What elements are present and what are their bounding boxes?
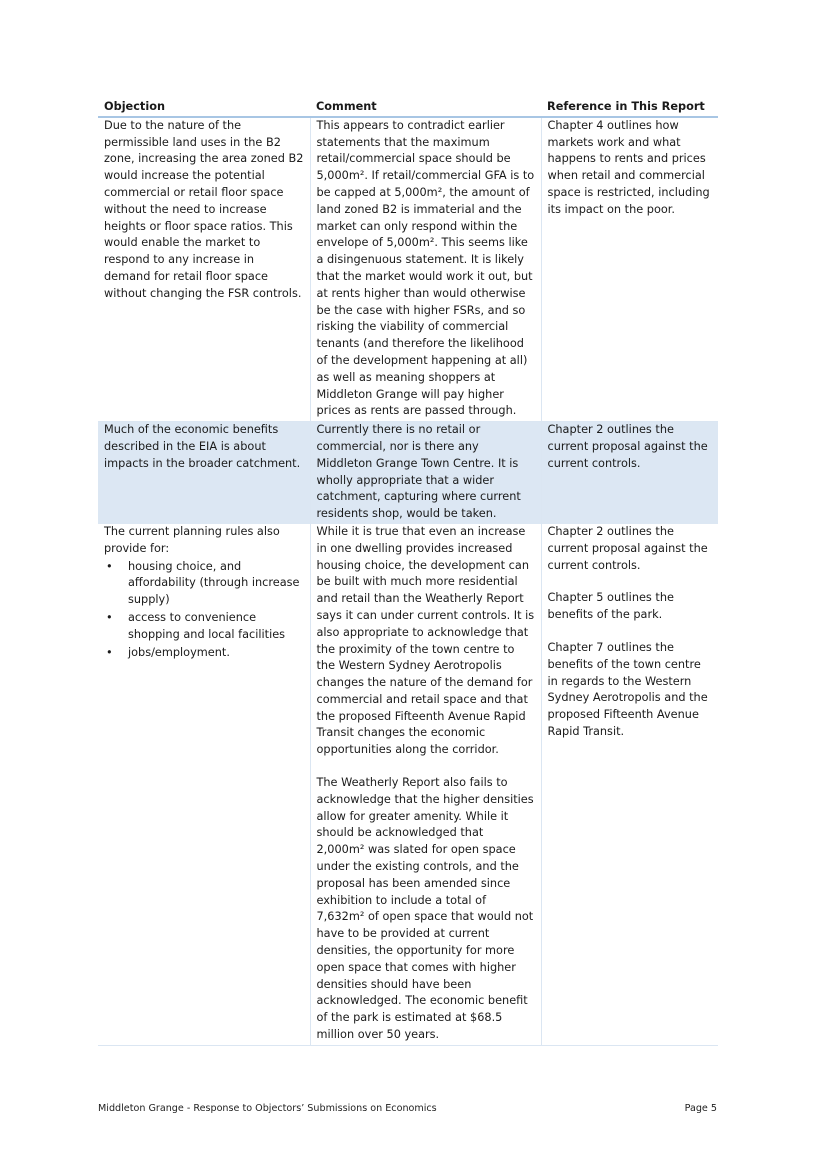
header-reference: Reference in This Report — [541, 98, 718, 117]
reference-paragraph: Chapter 7 outlines the benefits of the town centre in regards to the Western Sydney Aerotropolis and the proposed Fifteenth Avenue Rapid Transit. — [547, 640, 708, 738]
footer-page-number: Page 5 — [684, 1103, 717, 1114]
reference-cell: Chapter 4 outlines how markets work and what happens to rents and prices when retail and commercial space is restricted, including its impact on the poor. — [541, 117, 718, 422]
objection-cell: Much of the economic benefits described in the EIA is about impacts in the broader catchment. — [98, 422, 310, 524]
comment-cell — [310, 524, 541, 1045]
header-objection: Objection — [98, 98, 310, 117]
comment-cell: Currently there is no retail or commercial, nor is there any Middleton Grange Town Centre. It is wholly appropriate that a wider catchment, capturing where current residents shop, would be taken. — [310, 422, 541, 524]
table-row — [98, 524, 718, 1045]
table-row — [98, 117, 718, 422]
objections-table — [98, 98, 718, 1046]
reference-paragraph: Chapter 5 outlines the benefits of the park. — [547, 591, 674, 622]
comment-paragraph: While it is true that even an increase in one dwelling provides increased housing choice, the development can be built with much more residential and retail than the Weatherly Report says it can under current controls. It is also appropriate to acknowledge that the proximity of the town centre to the Western Sydney Aerotropolis changes the nature of the demand for commercial and retail space and that the proposed Fifteenth Avenue Rapid Transit changes the economic opportunities along the corridor. — [316, 524, 535, 757]
objection-cell — [98, 524, 310, 1045]
list-item: • housing choice, and affordability (through increase supply) — [104, 559, 304, 609]
table-header-row — [98, 98, 718, 117]
comment-cell: This appears to contradict earlier statements that the maximum retail/commercial space should be 5,000m². If retail/commercial GFA is to be capped at 5,000m², the amount of land zoned B2 is immaterial and the market can only respond within the envelope of 5,000m². This seems like a disingenuous statement. It is likely that the market would work it out, but at rents higher than would otherwise be the case with higher FSRs, and so risking the viability of commercial tenants (and therefore the likelihood of the development happening at all) as well as meaning shoppers at Middleton Grange will pay higher prices as rents are passed through. — [310, 117, 541, 422]
reference-cell — [541, 524, 718, 1045]
list-item: • jobs/employment. — [104, 645, 304, 662]
reference-paragraph: Chapter 2 outlines the current proposal against the current controls. — [547, 524, 708, 572]
reference-cell: Chapter 2 outlines the current proposal against the current controls. — [541, 422, 718, 524]
header-comment: Comment — [310, 98, 541, 117]
objection-bullet-list — [104, 559, 304, 662]
footer-document-title: Middleton Grange - Response to Objectors’ Submissions on Economics — [98, 1103, 437, 1114]
comment-paragraph: The Weatherly Report also fails to acknowledge that the higher densities allow for greater amenity. While it should be acknowledged that 2,000m² was slated for open space under the existing controls, and the proposal has been amended since exhibition to include a total of 7,632m² of open space that would not have to be provided at current densities, the opportunity for more open space that comes with higher densities should have been acknowledged. The economic benefit of the park is estimated at $68.5 million over 50 years. — [316, 776, 534, 1042]
list-item: • access to convenience shopping and local facilities — [104, 610, 304, 644]
table-row — [98, 422, 718, 524]
objection-intro: The current planning rules also provide for: — [104, 524, 280, 555]
objection-cell: Due to the nature of the permissible land uses in the B2 zone, increasing the area zoned B2 would increase the potential commercial or retail floor space without the need to increase heights or floor space ratios. This would enable the market to respond to any increase in demand for retail floor space without changing the FSR controls. — [98, 117, 310, 422]
